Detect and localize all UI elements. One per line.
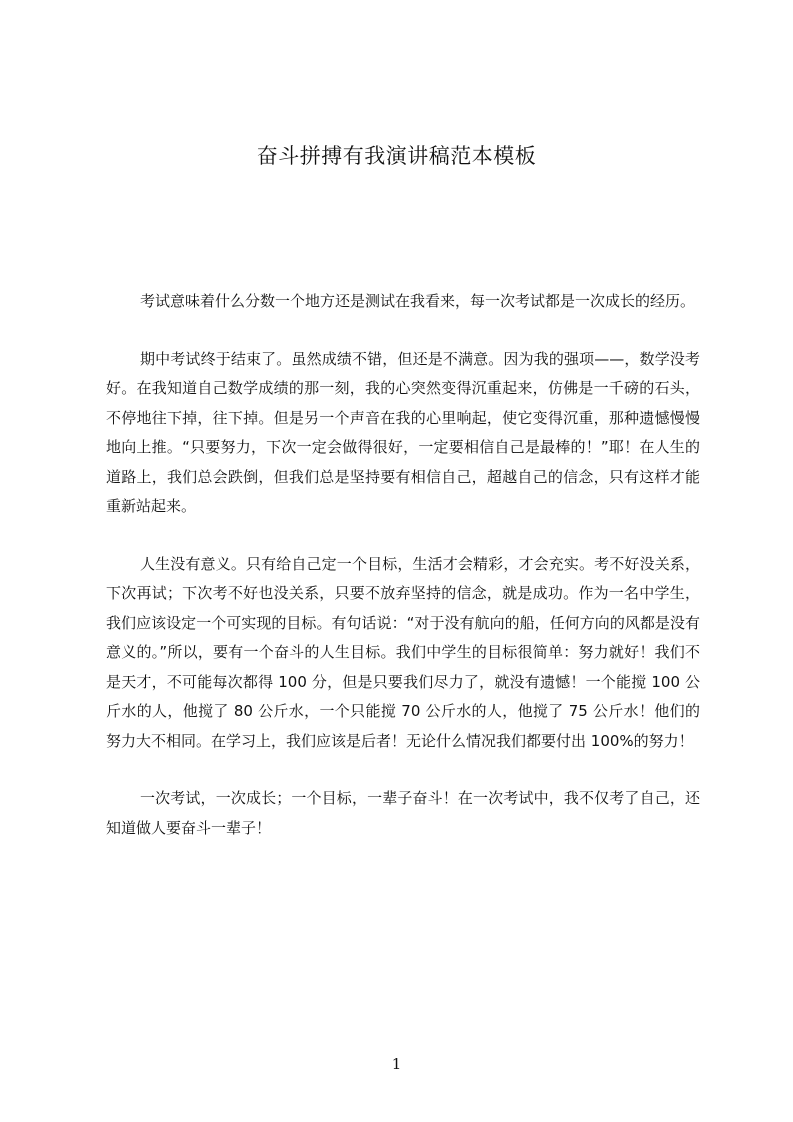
page-number: 1	[391, 1055, 402, 1073]
paragraph-2: 期中考试终于结束了。虽然成绩不错，但还是不满意。因为我的强项——，数学没考好。在我知道自己数学成绩的那一刻，我的心突然变得沉重起来，仿佛是一千磅的石头，不停地往下掉，往下掉。但是另一个声音在我的心里响起，使它变得沉重，那种遗憾慢慢地向上推。“只要努力，下次一定会做得很好，一定要相信自己是最棒的！”耶！在人生的道路上，我们总会跌倒，但我们总是坚持要有相信自己，超越自己的信念，只有这样才能重新站起来。	[106, 349, 700, 515]
document-body	[106, 287, 700, 871]
paragraph-1: 考试意味着什么分数一个地方还是测试在我看来，每一次考试都是一次成长的经历。	[140, 292, 696, 310]
paragraph-4: 一次考试，一次成长；一个目标，一辈子奋斗！在一次考试中，我不仅考了自己，还知道做人要奋斗一辈子！	[106, 789, 700, 837]
paragraph-3: 人生没有意义。只有给自己定一个目标，生活才会精彩，才会充实。考不好没关系，下次再试；下次考不好也没关系，只要不放弃坚持的信念，就是成功。作为一名中学生，我们应该设定一个可实现的目标。有句话说：“对于没有航向的船，任何方向的风都是没有意义的。”所以，要有一个奋斗的人生目标。我们中学生的目标很简单：努力就好！我们不是天才，不可能每次都得 100 分，但是只要我们尽力了，就没有遗憾！一个能搅 100 公斤水的人，他搅了 80 公斤水，一个只能搅 70 公斤水的人，他搅了 75 公斤水！他们的努力大不相同。在学习上，我们应该是后者！无论什么情况我们都要付出 100%的努力！	[106, 554, 700, 750]
document-title: 奋斗拼搏有我演讲稿范本模板	[256, 144, 537, 168]
